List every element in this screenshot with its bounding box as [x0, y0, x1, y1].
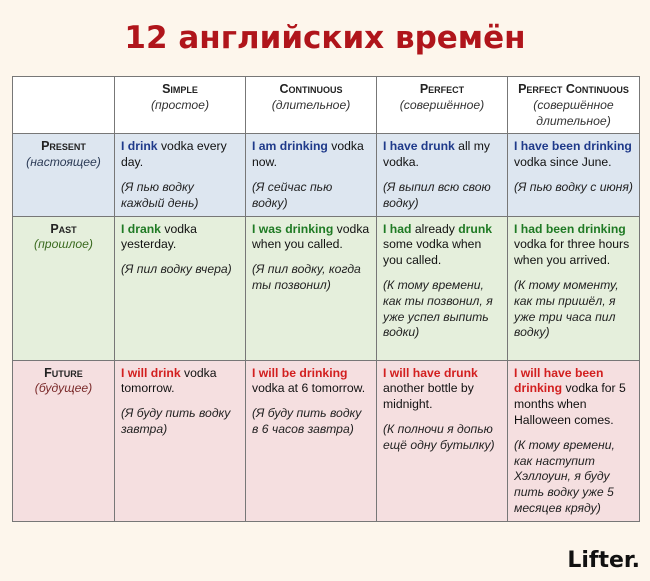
tense-form: I will have been drinking	[514, 365, 604, 396]
translation: (К тому моменту, как ты пришёл, я уже три часа пил водку)	[514, 277, 619, 340]
tense-form: I was drinking	[252, 221, 334, 236]
page-title: 12 английских времён	[124, 20, 526, 56]
translation: (Я пью водку с июня)	[514, 179, 633, 194]
row-past	[13, 216, 640, 360]
tense-form: I had	[383, 221, 412, 236]
col-header-ru: (совершённое длительное)	[533, 97, 614, 128]
col-header-ru: (простое)	[150, 97, 210, 112]
example-rest: vodka for 5 months when Halloween comes.	[514, 381, 626, 427]
cell-future-perfect	[377, 360, 508, 521]
cell-future-continuous	[246, 360, 377, 521]
row-header-ru: (будущее)	[34, 381, 93, 396]
row-present	[13, 134, 640, 216]
row-header-en: Future	[44, 365, 83, 380]
row-header-ru: (настоящее)	[26, 155, 101, 170]
example-rest: some vodka when you called.	[383, 237, 482, 268]
tense-form: I am drinking	[252, 139, 328, 154]
cell-present-continuous	[246, 134, 377, 216]
translation: (Я сейчас пью водку)	[252, 179, 333, 210]
translation: (К полночи я допью ещё одну бутылку)	[383, 421, 495, 452]
translation: (Я буду пить водку завтра)	[121, 406, 231, 436]
tense-form: I will have drunk	[383, 365, 478, 380]
translation: (Я пил водку, когда ты позвонил)	[252, 262, 361, 292]
tense-form: I have drunk	[383, 139, 455, 154]
translation: (Я буду пить водку в 6 часов завтра)	[252, 406, 362, 436]
col-header-ru: (длительное)	[271, 97, 351, 112]
row-header-future	[13, 360, 115, 521]
translation: (К тому времени, как наступит Хэллоуин, я буду пить водку уже 5 месяцев кряду)	[514, 437, 615, 515]
cell-present-perfect-continuous	[508, 134, 640, 216]
corner-cell	[13, 77, 115, 134]
cell-future-simple	[115, 360, 246, 521]
row-future	[13, 360, 640, 521]
header-row	[13, 77, 640, 134]
example-rest: vodka tomorrow.	[121, 365, 217, 396]
translation: (Я пил водку вчера)	[121, 262, 232, 277]
cell-past-continuous	[246, 216, 377, 360]
col-header-en: Perfect Continuous	[518, 82, 629, 96]
translation: (Я выпил всю свою водку)	[383, 179, 491, 210]
col-header-en: Perfect	[419, 82, 465, 96]
example-rest: another bottle by midnight.	[383, 381, 474, 412]
translation: (Я пью водку каждый день)	[121, 179, 199, 210]
brand-logo: Lifter.	[567, 548, 640, 573]
row-header-past	[13, 216, 115, 360]
example-rest: all my vodka.	[383, 139, 491, 170]
cell-present-perfect	[377, 134, 508, 216]
example-rest: vodka now.	[252, 139, 364, 170]
tenses-table	[12, 76, 640, 522]
col-header-perfect	[377, 77, 508, 134]
cell-past-perfect-continuous	[508, 216, 640, 360]
col-header-en: Continuous	[279, 82, 343, 96]
col-header-continuous	[246, 77, 377, 134]
example-rest: vodka when you called.	[252, 221, 370, 252]
row-header-en: Past	[50, 221, 77, 236]
example-rest: vodka every day.	[121, 139, 227, 170]
tense-form-participle: drunk	[458, 221, 493, 236]
translation: (К тому времени, как ты позвонил, я уже успел выпить водки)	[383, 277, 493, 340]
col-header-perfect-continuous	[508, 77, 640, 134]
cell-past-simple	[115, 216, 246, 360]
tense-form: I will be drinking	[252, 365, 348, 380]
tense-form: I will drink	[121, 365, 181, 380]
cell-past-perfect	[377, 216, 508, 360]
tense-form: I drink	[121, 139, 158, 154]
row-header-en: Present	[41, 139, 86, 154]
tense-form: I drank	[121, 221, 161, 236]
tense-form: I had been drinking	[514, 221, 626, 236]
col-header-en: Simple	[162, 82, 198, 96]
example-mid: already	[411, 221, 459, 236]
row-header-present	[13, 134, 115, 216]
col-header-ru: (совершённое)	[399, 97, 485, 112]
example-rest: vodka for three hours when you arrived.	[514, 237, 630, 268]
tense-form: I have been drinking	[514, 139, 632, 154]
example-rest: vodka at 6 tomorrow.	[252, 381, 366, 396]
cell-present-simple	[115, 134, 246, 216]
col-header-simple	[115, 77, 246, 134]
example-rest: vodka since June.	[514, 155, 612, 170]
example-rest: vodka yesterday.	[121, 221, 197, 252]
row-header-ru: (прошлое)	[34, 237, 93, 252]
cell-future-perfect-continuous	[508, 360, 640, 521]
